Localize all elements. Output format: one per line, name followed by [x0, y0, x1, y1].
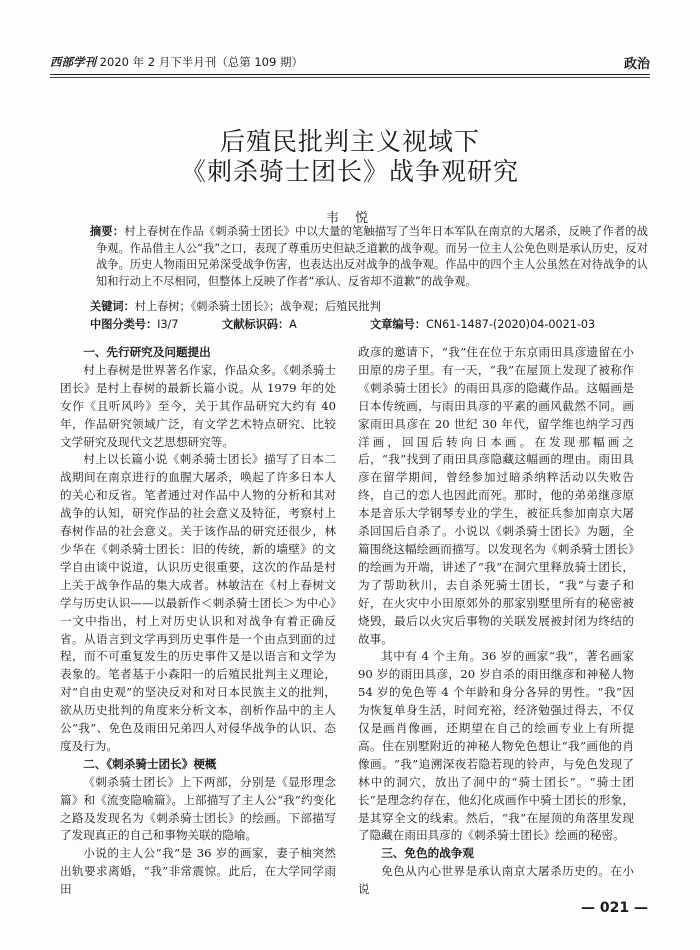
paragraph: 村上春树是世界著名作家，作品众多。《刺杀骑士团长》是村上春树的最新长篇小说。从 1979 年的处女作《且听风吟》至今，关于其作品研究大约有 40 年，作品研究领域广泛，有文学艺术特点研究、比较文学研究及现代文艺思想研究等。: [60, 362, 336, 449]
paragraph: 其中有 4 个主角。36 岁的画家“我”，著名画家 90 岁的雨田具彦，20 岁自杀的雨田继彦和神秘人物 54 岁的免色等 4 个年龄和身分各异的男性。“我”因为恢复单身生活，时间充裕，经济勉强过得去，不仅仅是画肖像画，还期望在自己的绘画专业上有所提高。住在别墅附近的神秘人物免色想让“我”画他的肖像画。“我”追溯深夜若隐若现的铃声，与免色发现了林中的洞穴，放出了洞中的“骑士团长”。“骑士团长”是理念约存在，他幻化成画作中骑士团长的形象，是其穿全文的线索。然后，“我”在屋顶的角落里发现了隐藏在雨田具彦的《刺杀骑士团长》绘画的秘密。: [358, 649, 634, 843]
page-number: — 021 —: [581, 900, 648, 916]
abstract-label: 摘要：: [90, 225, 125, 238]
clc-number: [90, 316, 178, 332]
doc-value: A: [289, 318, 297, 331]
keywords-label: 关键词：: [90, 300, 135, 313]
abstract-text: 村上春树在作品《刺杀骑士团长》中以大量的笔触描写了当年日本军队在南京的大屠杀，反映了作者的战争观。作品借主人公“我”之口，表现了尊重历史但缺乏道歉的战争观。而另一位主人公免色则是承认历史，反对战争。历史人物雨田兄弟深受战争伤害，也表达出反对战争的战争观。作品中的四个主人公虽然在对待战争的认知和行动上不尽相同，但整体上反映了作者“承认、反省却不道歉”的战争观。: [96, 225, 648, 288]
left-column: [60, 344, 336, 899]
section-heading-3: 三、免色的战争观: [381, 846, 474, 861]
article-value: CN61-1487-(2020)04-0021-03: [425, 318, 596, 331]
journal-masthead: [50, 54, 303, 70]
clc-value: I3/7: [157, 318, 179, 331]
doc-label: 文献标识码：: [222, 318, 290, 331]
article-number: [370, 316, 595, 332]
header-rule-thick: [50, 74, 650, 75]
issue-info: 2020 年 2 月下半月刊（总第 109 期）: [96, 55, 303, 69]
title-line-2: 《刺杀骑士团长》战争观研究: [180, 157, 519, 186]
paragraph: 免色从内心世界是承认南京大屠杀历史的。在小说: [358, 864, 634, 897]
section-heading-1: 一、先行研究及问题提出: [83, 345, 211, 359]
keywords: [90, 298, 381, 314]
paragraph: 政彦的邀请下，“我”住在位于东京雨田具彦遗留在小田原的房子里。有一天，“我”在屋顶上发现了被称作《刺杀骑士团长》的雨田具彦的隐藏作品。这幅画是日本传统画，与雨田具彦的平素的画风截然不同。画家雨田具彦在 20 世纪 30 年代，留学维也纳学习西洋画，回国后转向日本画。在发现那幅画之后，“我”找到了雨田具彦隐藏这幅画的理由。雨田具彦在留学期间，曾经参加过暗杀纳粹活动以失败告终，自己的恋人也因此而死。那时，他的弟弟继彦原本是音乐大学钢琴专业的学生，被征兵参加南京大屠杀回国后自杀了。小说以《刺杀骑士团长》为题，全篇围绕这幅绘画而描写。以发现名为《刺杀骑士团长》的绘画为开端，讲述了“我”在洞穴里释放骑士团长，为了帮助秋川，去自杀死骑士团长，“我”与妻子和好，在火灾中小田原郊外的那家别墅里所有的秘密被烧毁，最后以火灾后事物的关联发展被封闭为终结的故事。: [358, 345, 634, 646]
section-heading-2: 二、《刺杀骑士团长》梗概: [83, 756, 217, 771]
header-rule-thin: [50, 77, 650, 78]
right-column: [358, 344, 634, 899]
article-label: 文章编号：: [370, 318, 426, 331]
page-header: [50, 52, 650, 74]
title-line-1: 后殖民批判主义视域下: [219, 127, 480, 156]
section-label: 政治: [623, 57, 650, 72]
clc-label: 中图分类号：: [90, 318, 158, 331]
journal-name: 西部学刊: [50, 55, 96, 69]
author-name: 韦 悦: [325, 211, 375, 226]
document-code: [222, 316, 297, 332]
keywords-text: 村上春树；《刺杀骑士团长》；战争观；后殖民批判: [134, 300, 381, 313]
abstract: [90, 224, 648, 290]
paragraph: 小说的主人公“我”是 36 岁的画家，妻子柚突然出轨要求离婚，“我”非常震惊。此后，在大学同学雨田: [60, 846, 336, 897]
paragraph: 《刺杀骑士团长》上下两部，分别是《显形理念篇》和《流变隐喻篇》。上部描写了主人公“我”约变化之路及发现名为《刺杀骑士团长》的绘画。下部描写了发现真正的自己和事物关联的隐喻。: [60, 774, 336, 843]
paragraph: 村上以长篇小说《刺杀骑士团长》描写了日本二战期间在南京进行的血腥大屠杀，唤起了许多日本人的关心和反省。笔者通过对作品中人物的分析和其对战争的认知，研究作品的社会意义及特征，考察村上春树作品的社会意义。关于该作品的研究还很少，林少华在《刺杀骑士团长：旧的传统，新的墙壁》的文学自由谈中说道，认识历史很重要，这次的作品是村上关于战争作品的集大成者。林敏洁在《村上春树文学与历史认识——以最新作＜刺杀骑士团长＞为中心》一文中指出，村上对历史认识和对战争有着正确反省。从语言到文学再到历史事件是一个由点到面的过程，而不可重复发生的历史事件又是以语言和文学为表象的。笔者基于小森阳一的后殖民批判主义理论，对“自由史观”的坚决反对和对日本民族主义的批判，欲从历史批判的角度来分析文本，剖析作品中的主人公“我”、免色及雨田兄弟四人对侵华战争的认识、态度及行为。: [60, 452, 336, 753]
